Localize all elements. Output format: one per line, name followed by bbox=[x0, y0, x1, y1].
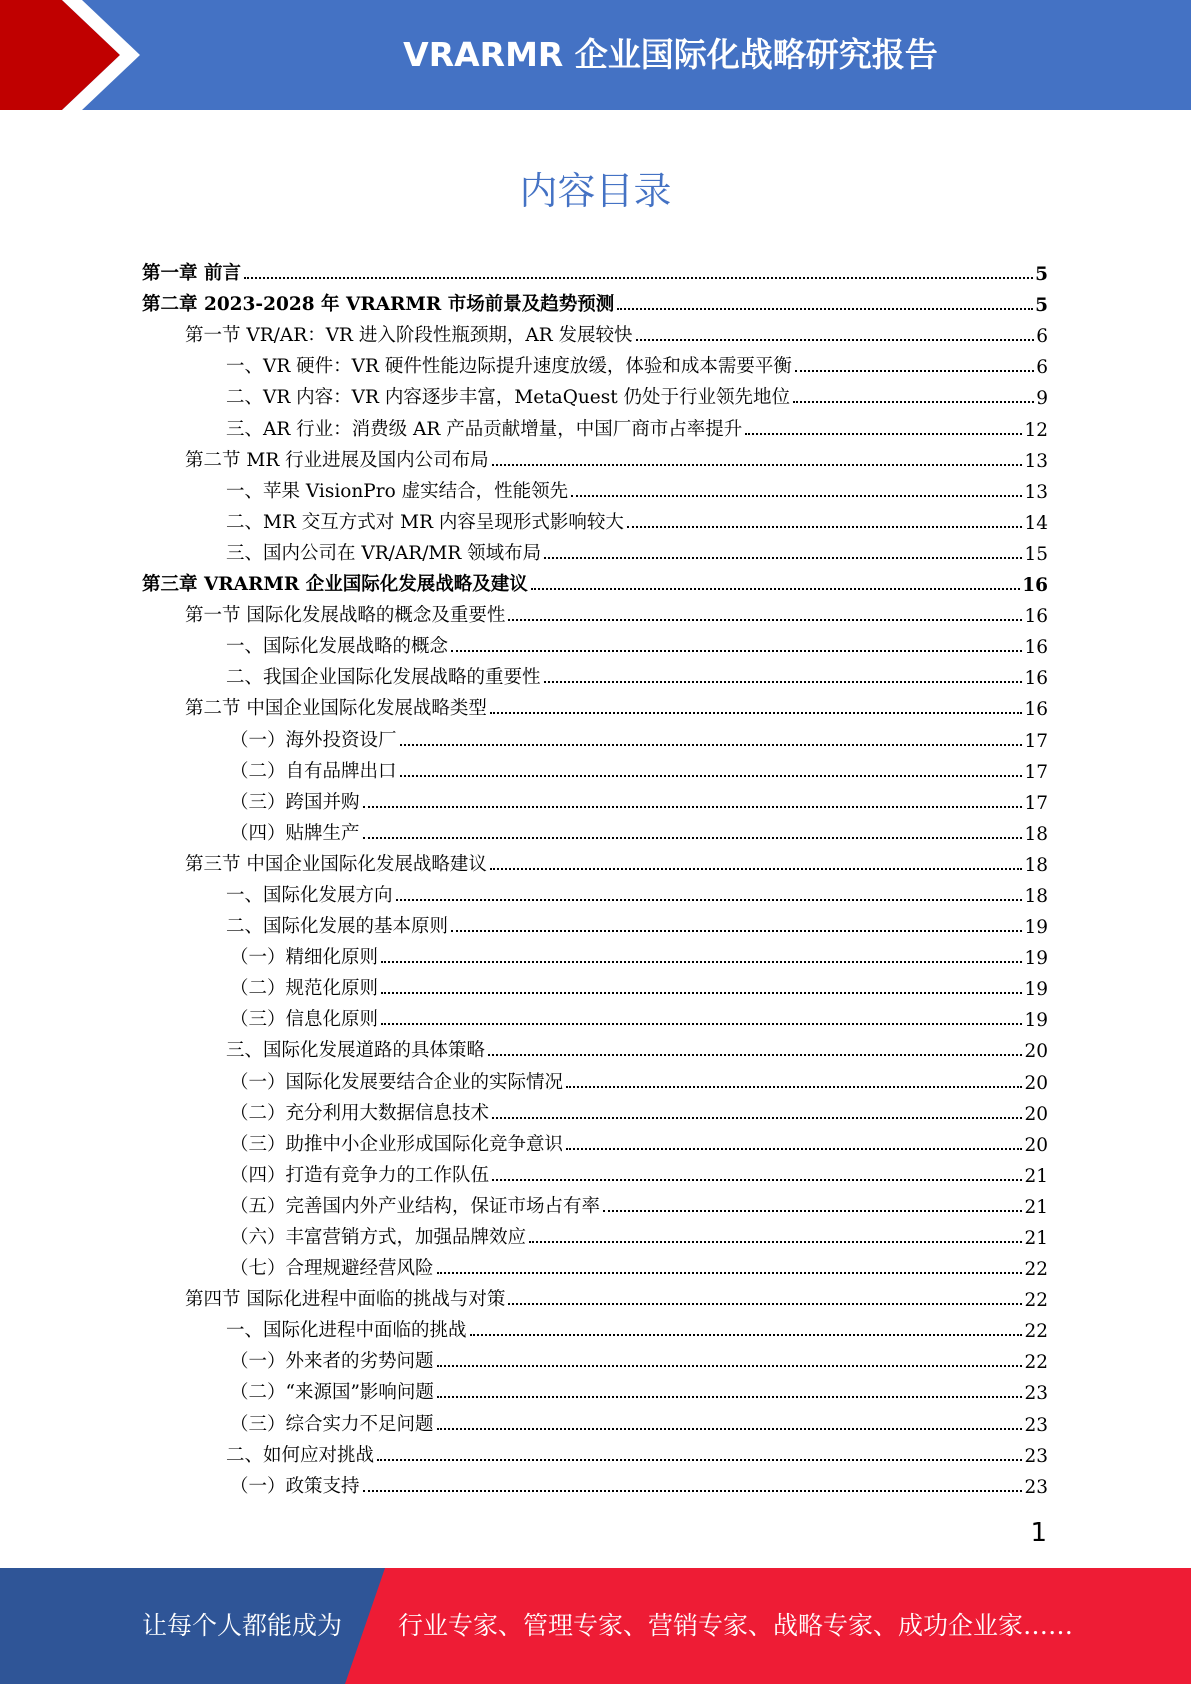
toc-entry-page: 13 bbox=[1024, 450, 1048, 472]
toc-entry[interactable] bbox=[142, 876, 1048, 907]
toc-entry[interactable] bbox=[142, 565, 1048, 596]
toc-leader-dots bbox=[363, 806, 1023, 808]
toc-entry-page: 5 bbox=[1035, 264, 1048, 286]
toc-entry[interactable] bbox=[142, 907, 1048, 938]
toc-entry-label: （七）合理规避经营风险 bbox=[230, 1258, 434, 1280]
toc-entry-page: 16 bbox=[1024, 606, 1048, 628]
table-of-contents bbox=[142, 254, 1048, 1498]
toc-leader-dots bbox=[531, 588, 1021, 590]
toc-entry-label: 第二节 中国企业国际化发展战略类型 bbox=[185, 698, 487, 720]
page-header bbox=[0, 0, 1191, 110]
toc-entry[interactable] bbox=[142, 1467, 1048, 1498]
toc-entry-page: 17 bbox=[1024, 730, 1048, 752]
toc-leader-dots bbox=[400, 775, 1023, 777]
toc-entry-label: （三）综合实力不足问题 bbox=[230, 1413, 434, 1435]
toc-leader-dots bbox=[363, 1490, 1023, 1492]
toc-entry[interactable] bbox=[142, 845, 1048, 876]
toc-entry-page: 22 bbox=[1024, 1290, 1048, 1312]
toc-leader-dots bbox=[508, 1303, 1022, 1305]
toc-entry-page: 20 bbox=[1024, 1134, 1048, 1156]
toc-entry-label: 三、国际化发展道路的具体策略 bbox=[226, 1040, 486, 1062]
toc-entry-page: 9 bbox=[1036, 388, 1048, 410]
toc-entry-page: 19 bbox=[1024, 917, 1048, 939]
toc-entry-label: 一、国际化发展方向 bbox=[226, 884, 393, 906]
toc-entry[interactable] bbox=[142, 254, 1048, 285]
toc-leader-dots bbox=[492, 464, 1023, 466]
toc-entry-label: 第二节 MR 行业进展及国内公司布局 bbox=[185, 449, 489, 471]
toc-entry-page: 16 bbox=[1024, 637, 1048, 659]
toc-entry[interactable] bbox=[142, 938, 1048, 969]
page-number: 1 bbox=[1030, 1518, 1047, 1548]
toc-leader-dots bbox=[451, 930, 1022, 932]
toc-entry-label: （二）规范化原则 bbox=[230, 978, 379, 1000]
toc-entry[interactable] bbox=[142, 720, 1048, 751]
toc-entry-label: 三、AR 行业：消费级 AR 产品贡献增量，中国厂商市占率提升 bbox=[226, 418, 743, 440]
toc-entry-page: 5 bbox=[1035, 295, 1048, 317]
toc-leader-dots bbox=[492, 1179, 1022, 1181]
toc-entry-page: 12 bbox=[1024, 419, 1048, 441]
toc-entry-label: 一、VR 硬件：VR 硬件性能边际提升速度放缓，体验和成本需要平衡 bbox=[226, 356, 792, 378]
toc-entry[interactable] bbox=[142, 969, 1048, 1000]
toc-entry-page: 23 bbox=[1024, 1476, 1048, 1498]
toc-entry[interactable] bbox=[142, 1404, 1048, 1435]
toc-entry[interactable] bbox=[142, 285, 1048, 316]
toc-entry-label: 一、苹果 VisionPro 虚实结合，性能领先 bbox=[226, 480, 569, 502]
toc-entry-page: 23 bbox=[1024, 1414, 1048, 1436]
toc-entry-page: 16 bbox=[1024, 668, 1048, 690]
toc-entry-page: 16 bbox=[1024, 699, 1048, 721]
toc-entry-page: 23 bbox=[1024, 1445, 1048, 1467]
toc-entry[interactable] bbox=[142, 814, 1048, 845]
toc-entry[interactable] bbox=[142, 1280, 1048, 1311]
toc-leader-dots bbox=[795, 370, 1034, 372]
toc-entry-label: （一）国际化发展要结合企业的实际情况 bbox=[230, 1071, 564, 1093]
toc-leader-dots bbox=[437, 1365, 1023, 1367]
toc-entry-page: 18 bbox=[1024, 823, 1048, 845]
toc-entry-label: 二、MR 交互方式对 MR 内容呈现形式影响较大 bbox=[226, 511, 624, 533]
toc-entry-page: 18 bbox=[1024, 885, 1048, 907]
toc-entry[interactable] bbox=[142, 1373, 1048, 1404]
toc-leader-dots bbox=[381, 992, 1022, 994]
toc-leader-dots bbox=[437, 1396, 1023, 1398]
toc-entry-page: 20 bbox=[1024, 1041, 1048, 1063]
toc-entry[interactable] bbox=[142, 378, 1048, 409]
toc-entry[interactable] bbox=[142, 596, 1048, 627]
toc-entry-page: 21 bbox=[1024, 1196, 1048, 1218]
toc-entry[interactable] bbox=[142, 752, 1048, 783]
toc-leader-dots bbox=[636, 339, 1035, 341]
toc-entry-label: （一）海外投资设厂 bbox=[230, 729, 397, 751]
toc-entry-page: 23 bbox=[1024, 1383, 1048, 1405]
header-title: VRARMR 企业国际化战略研究报告 bbox=[403, 35, 938, 74]
toc-entry[interactable] bbox=[142, 627, 1048, 658]
toc-entry-label: 二、如何应对挑战 bbox=[226, 1444, 375, 1466]
toc-leader-dots bbox=[490, 712, 1023, 714]
toc-title: 内容目录 bbox=[519, 169, 672, 213]
toc-leader-dots bbox=[566, 1086, 1022, 1088]
toc-entry-page: 22 bbox=[1024, 1321, 1048, 1343]
toc-leader-dots bbox=[745, 433, 1022, 435]
toc-entry-page: 22 bbox=[1024, 1259, 1048, 1281]
toc-leader-dots bbox=[566, 1148, 1022, 1150]
toc-leader-dots bbox=[396, 899, 1023, 901]
toc-entry-page: 21 bbox=[1024, 1165, 1048, 1187]
page-footer bbox=[0, 1568, 1191, 1684]
toc-leader-dots bbox=[363, 837, 1023, 839]
toc-entry-label: （二）“来源国”影响问题 bbox=[230, 1382, 434, 1404]
toc-entry-label: （五）完善国内外产业结构，保证市场占有率 bbox=[230, 1195, 601, 1217]
toc-entry[interactable] bbox=[142, 347, 1048, 378]
toc-entry-label: 三、国内公司在 VR/AR/MR 领域布局 bbox=[226, 542, 542, 564]
toc-entry-page: 19 bbox=[1024, 1010, 1048, 1032]
toc-entry[interactable] bbox=[142, 689, 1048, 720]
toc-entry-label: （二）自有品牌出口 bbox=[230, 760, 397, 782]
toc-entry-label: 第一节 VR/AR：VR 进入阶段性瓶颈期，AR 发展较快 bbox=[185, 325, 633, 347]
toc-leader-dots bbox=[617, 308, 1033, 310]
toc-entry[interactable] bbox=[142, 472, 1048, 503]
toc-entry-page: 19 bbox=[1024, 948, 1048, 970]
toc-entry[interactable] bbox=[142, 503, 1048, 534]
toc-leader-dots bbox=[377, 1459, 1022, 1461]
toc-entry-label: （三）跨国并购 bbox=[230, 791, 360, 813]
toc-entry-page: 20 bbox=[1024, 1103, 1048, 1125]
toc-entry-label: （一）政策支持 bbox=[230, 1475, 360, 1497]
toc-entry[interactable] bbox=[142, 783, 1048, 814]
toc-entry-label: 二、VR 内容：VR 内容逐步丰富，MetaQuest 仍处于行业领先地位 bbox=[226, 387, 791, 409]
toc-leader-dots bbox=[793, 401, 1034, 403]
toc-entry[interactable] bbox=[142, 1031, 1048, 1062]
toc-entry-label: 一、国际化发展战略的概念 bbox=[226, 636, 449, 658]
toc-entry-page: 15 bbox=[1024, 543, 1048, 565]
toc-entry[interactable] bbox=[142, 1094, 1048, 1125]
toc-leader-dots bbox=[508, 619, 1022, 621]
toc-entry[interactable] bbox=[142, 1062, 1048, 1093]
toc-entry[interactable] bbox=[142, 1436, 1048, 1467]
toc-entry-label: （一）外来者的劣势问题 bbox=[230, 1351, 434, 1373]
toc-entry-label: 第一节 国际化发展战略的概念及重要性 bbox=[185, 605, 506, 627]
toc-entry-label: 一、国际化进程中面临的挑战 bbox=[226, 1320, 467, 1342]
toc-entry[interactable] bbox=[142, 409, 1048, 440]
toc-leader-dots bbox=[492, 1117, 1022, 1119]
toc-entry-page: 17 bbox=[1024, 792, 1048, 814]
toc-leader-dots bbox=[400, 744, 1023, 746]
toc-entry-page: 6 bbox=[1036, 326, 1048, 348]
toc-entry[interactable] bbox=[142, 1249, 1048, 1280]
toc-entry[interactable] bbox=[142, 441, 1048, 472]
toc-entry-label: 第三章 VRARMR 企业国际化发展战略及建议 bbox=[142, 574, 528, 596]
toc-leader-dots bbox=[571, 495, 1022, 497]
toc-entry-label: 第四节 国际化进程中面临的挑战与对策 bbox=[185, 1289, 506, 1311]
toc-leader-dots bbox=[381, 1023, 1022, 1025]
toc-leader-dots bbox=[437, 1428, 1023, 1430]
toc-leader-dots bbox=[381, 961, 1022, 963]
toc-leader-dots bbox=[544, 557, 1022, 559]
toc-leader-dots bbox=[603, 1210, 1022, 1212]
toc-entry-page: 6 bbox=[1036, 357, 1048, 379]
toc-entry-page: 13 bbox=[1024, 481, 1048, 503]
toc-leader-dots bbox=[544, 681, 1023, 683]
toc-entry[interactable] bbox=[142, 534, 1048, 565]
toc-entry-label: （三）信息化原则 bbox=[230, 1009, 379, 1031]
toc-leader-dots bbox=[627, 526, 1023, 528]
toc-leader-dots bbox=[437, 1272, 1023, 1274]
toc-entry-label: 第二章 2023-2028 年 VRARMR 市场前景及趋势预测 bbox=[142, 294, 615, 316]
toc-entry-label: （二）充分利用大数据信息技术 bbox=[230, 1102, 490, 1124]
toc-entry-page: 20 bbox=[1024, 1072, 1048, 1094]
toc-leader-dots bbox=[529, 1241, 1022, 1243]
toc-entry-label: （三）助推中小企业形成国际化竞争意识 bbox=[230, 1133, 564, 1155]
toc-leader-dots bbox=[470, 1334, 1023, 1336]
toc-entry-label: 第三节 中国企业国际化发展战略建议 bbox=[185, 853, 487, 875]
header-arrow-decoration bbox=[0, 0, 160, 110]
toc-entry[interactable] bbox=[142, 658, 1048, 689]
toc-entry-label: （六）丰富营销方式，加强品牌效应 bbox=[230, 1227, 527, 1248]
toc-entry-page: 22 bbox=[1024, 1352, 1048, 1374]
toc-entry[interactable] bbox=[142, 1311, 1048, 1342]
toc-entry[interactable] bbox=[142, 1125, 1048, 1156]
toc-entry-label: （一）精细化原则 bbox=[230, 947, 379, 969]
toc-entry[interactable] bbox=[142, 1342, 1048, 1373]
toc-leader-dots bbox=[490, 868, 1023, 870]
toc-entry-page: 19 bbox=[1024, 979, 1048, 1001]
toc-entry-page: 16 bbox=[1022, 575, 1048, 597]
toc-entry-page: 18 bbox=[1024, 854, 1048, 876]
toc-entry[interactable] bbox=[142, 1156, 1048, 1187]
toc-entry-label: （四）贴牌生产 bbox=[230, 822, 360, 844]
toc-leader-dots bbox=[244, 277, 1033, 279]
toc-entry-page: 14 bbox=[1024, 512, 1048, 534]
footer-slogan-left: 让每个人都能成为 bbox=[142, 1611, 343, 1640]
toc-entry[interactable] bbox=[142, 1218, 1048, 1249]
footer-slogan-right: 行业专家、管理专家、营销专家、战略专家、成功企业家…… bbox=[398, 1611, 1074, 1640]
toc-entry[interactable] bbox=[142, 1187, 1048, 1218]
toc-entry-label: （四）打造有竞争力的工作队伍 bbox=[230, 1164, 490, 1186]
toc-entry-label: 二、我国企业国际化发展战略的重要性 bbox=[226, 667, 541, 689]
toc-entry-page: 17 bbox=[1024, 761, 1048, 783]
toc-entry[interactable] bbox=[142, 1000, 1048, 1031]
toc-entry-label: 第一章 前言 bbox=[142, 263, 241, 285]
toc-leader-dots bbox=[488, 1054, 1022, 1056]
toc-entry-label: 二、国际化发展的基本原则 bbox=[226, 916, 449, 938]
toc-leader-dots bbox=[451, 650, 1022, 652]
toc-entry-page: 21 bbox=[1024, 1228, 1048, 1249]
toc-entry[interactable] bbox=[142, 316, 1048, 347]
